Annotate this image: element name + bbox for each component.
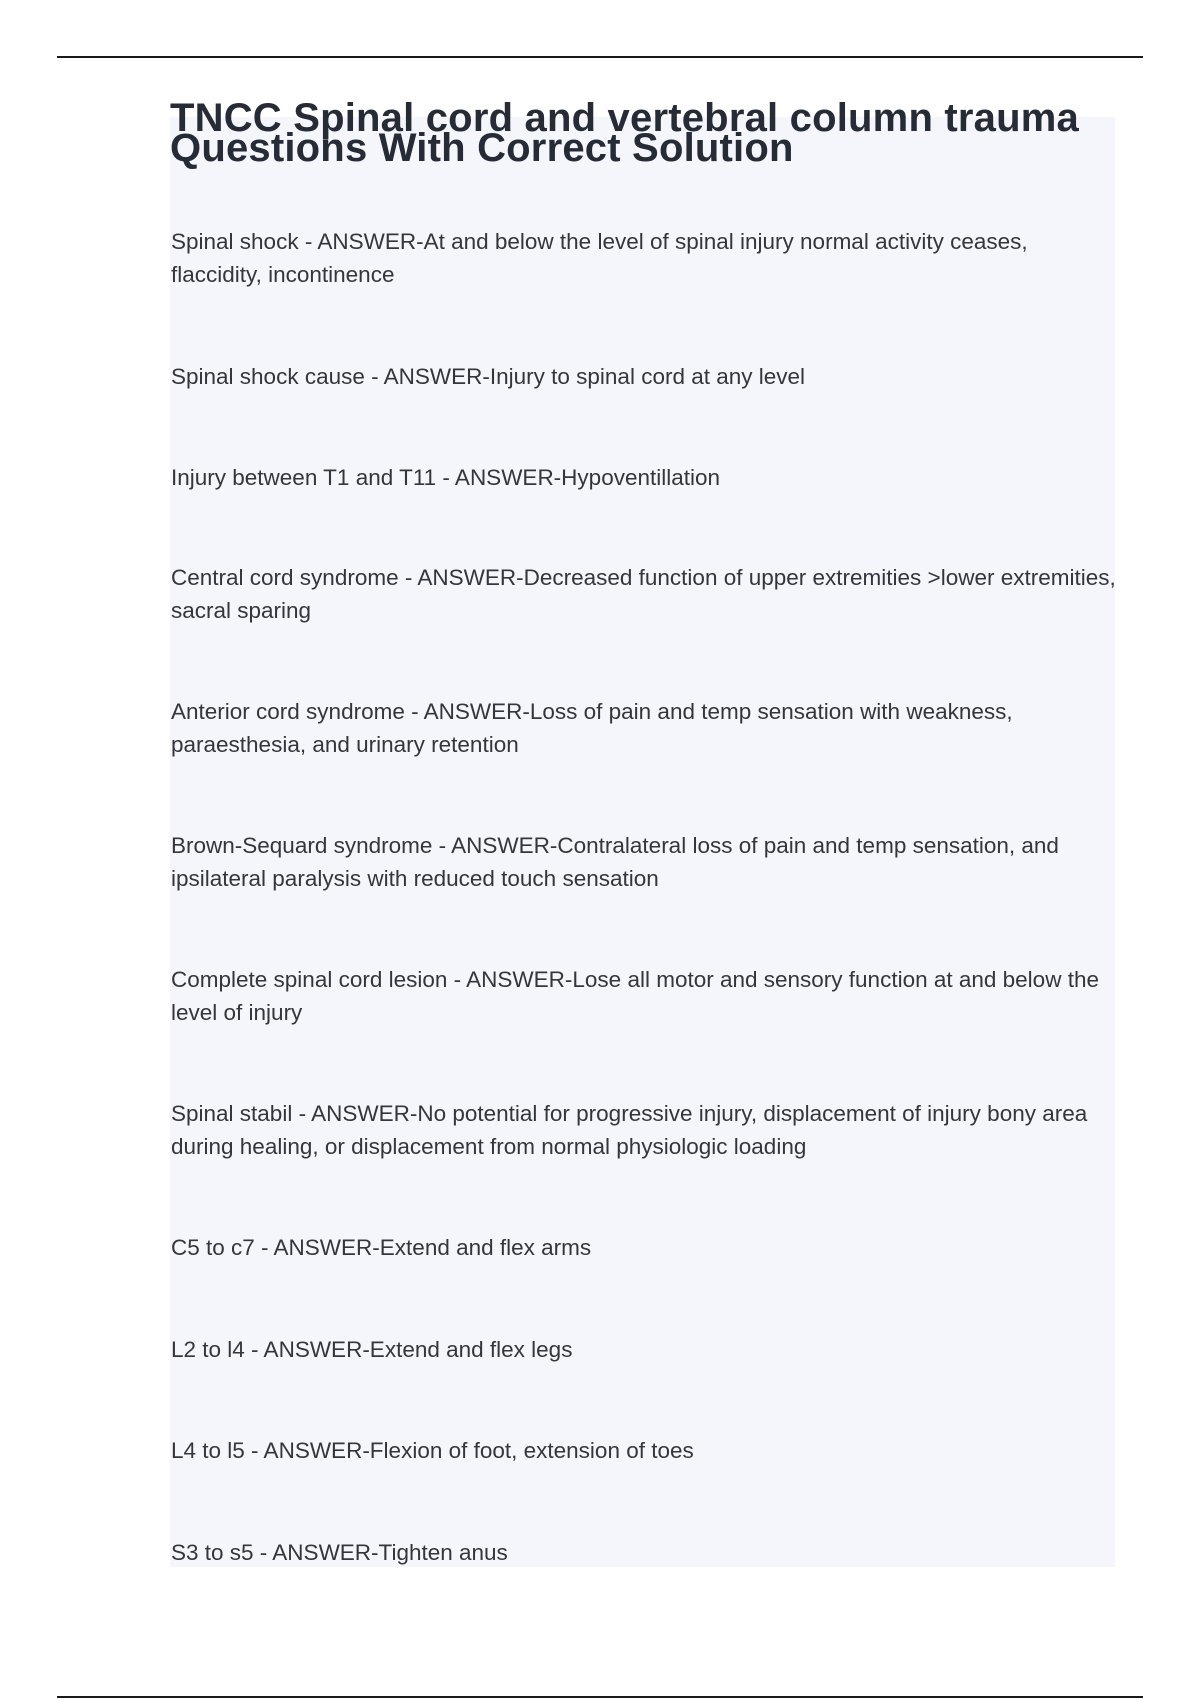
top-divider xyxy=(57,56,1143,58)
qa-item: S3 to s5 - ANSWER-Tighten anus xyxy=(171,1540,508,1565)
qa-item: Brown-Sequard syndrome - ANSWER-Contralateral loss of pain and temp sensation, and ipsilateral paralysis with reduced touch sensation xyxy=(171,833,1059,891)
qa-item: L4 to l5 - ANSWER-Flexion of foot, extension of toes xyxy=(171,1438,694,1463)
qa-item: Injury between T1 and T11 - ANSWER-Hypoventillation xyxy=(171,465,721,490)
bottom-divider xyxy=(57,1696,1143,1698)
document-title: TNCC Spinal cord and vertebral column trauma Questions With Correct Solution xyxy=(170,96,1079,170)
qa-item: Central cord syndrome - ANSWER-Decreased function of upper extremities >lower extremities, sacral sparing xyxy=(171,565,1116,623)
qa-item: L2 to l4 - ANSWER-Extend and flex legs xyxy=(171,1337,573,1362)
qa-item: Complete spinal cord lesion - ANSWER-Lose all motor and sensory function at and below the level of injury xyxy=(171,967,1099,1025)
qa-item: Anterior cord syndrome - ANSWER-Loss of pain and temp sensation with weakness, paraesthesia, and urinary retention xyxy=(171,699,1013,757)
qa-item: Spinal shock - ANSWER-At and below the level of spinal injury normal activity ceases, flaccidity, incontinence xyxy=(171,229,1028,287)
qa-item: Spinal shock cause - ANSWER-Injury to spinal cord at any level xyxy=(171,364,806,389)
qa-item: Spinal stabil - ANSWER-No potential for progressive injury, displacement of injury bony area during healing, or displacement from normal physiologic loading xyxy=(171,1101,1088,1159)
qa-item: C5 to c7 - ANSWER-Extend and flex arms xyxy=(171,1235,592,1260)
